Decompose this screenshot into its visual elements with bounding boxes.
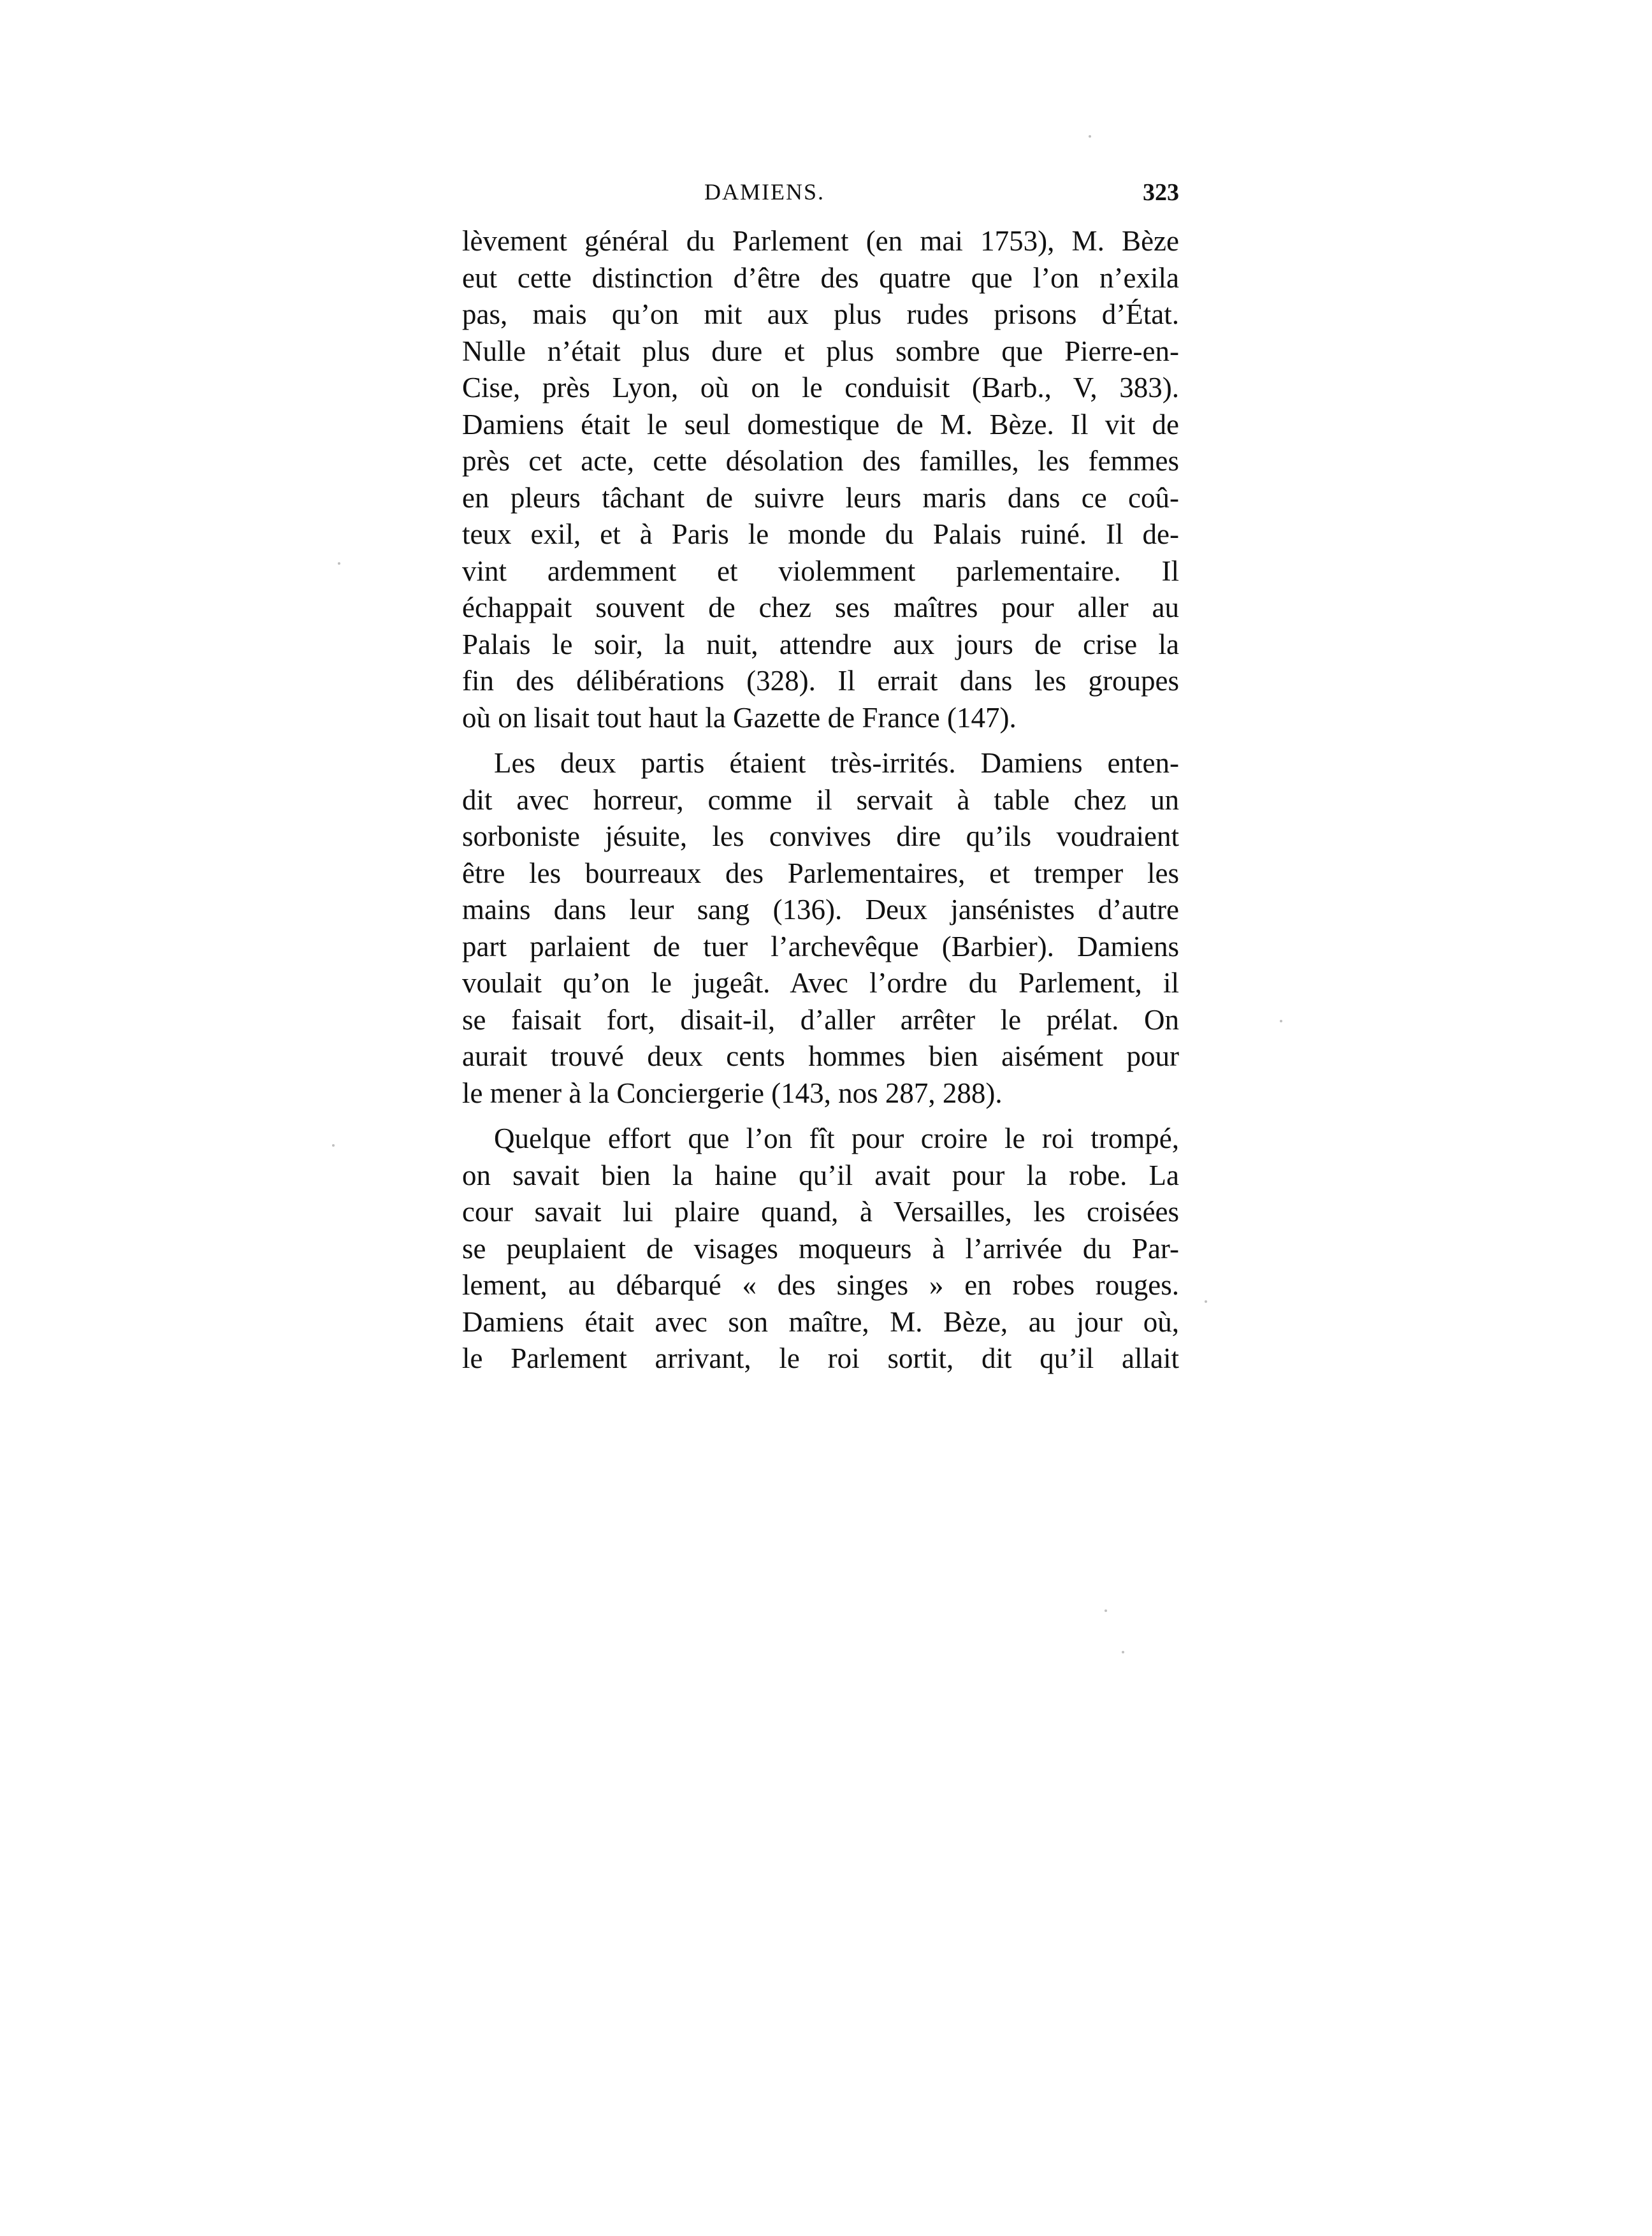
scan-speck [1122, 1651, 1124, 1653]
scan-speck [338, 562, 340, 565]
text-line: près cet acte, cette désolation des familles, les femmes [462, 445, 1179, 477]
paragraph [462, 223, 1179, 736]
page-header [462, 178, 1179, 217]
text-line: on savait bien la haine qu’il avait pour la robe. La [462, 1159, 1179, 1191]
text-line: teux exil, et à Paris le monde du Palais ruiné. Il de- [462, 518, 1179, 550]
text-line: lement, au débarqué « des singes » en robes rouges. [462, 1269, 1179, 1301]
scan-speck [1205, 1300, 1207, 1303]
text-line: part parlaient de tuer l’archevêque (Barbier). Damiens [462, 930, 1179, 962]
text-line: sorboniste jésuite, les convives dire qu’ils voudraient [462, 820, 1179, 852]
text-line: vint ardemment et violemment parlementaire. Il [462, 555, 1179, 587]
text-line: aurait trouvé deux cents hommes bien aisément pour [462, 1040, 1179, 1072]
text-line: Damiens était le seul domestique de M. Bèze. Il vit de [462, 408, 1179, 440]
text-line: le mener à la Conciergerie (143, nos 287, 288). [462, 1077, 1003, 1109]
paragraph [462, 1121, 1179, 1377]
text-line: dit avec horreur, comme il servait à table chez un [462, 783, 1179, 816]
scan-speck [332, 1144, 335, 1147]
text-line: Damiens était avec son maître, M. Bèze, au jour où, [462, 1305, 1179, 1338]
scan-speck [1105, 1609, 1107, 1612]
text-line: être les bourreaux des Parlementaires, et tremper les [462, 857, 1179, 889]
paragraph [462, 745, 1179, 1112]
text-line: le Parlement arrivant, le roi sortit, dit qu’il allait [462, 1342, 1179, 1374]
scan-speck [1280, 1020, 1282, 1022]
text-line: Palais le soir, la nuit, attendre aux jours de crise la [462, 628, 1179, 660]
text-line: Quelque effort que l’on fît pour croire le roi trompé, [494, 1122, 1179, 1154]
scan-speck [1089, 135, 1091, 138]
running-title: DAMIENS. [704, 179, 825, 205]
text-line: fin des délibérations (328). Il errait dans les groupes [462, 665, 1179, 697]
text-line: Cise, près Lyon, où on le conduisit (Barb., V, 383). [462, 372, 1179, 403]
text-line: voulait qu’on le jugeât. Avec l’ordre du Parlement, il [462, 967, 1179, 999]
text-line: se faisait fort, disait-il, d’aller arrêter le prélat. On [462, 1003, 1179, 1036]
text-line: mains dans leur sang (136). Deux jansénistes d’autre [462, 894, 1179, 926]
text-line: eut cette distinction d’être des quatre que l’on n’exila [462, 261, 1179, 294]
text-line: Les deux partis étaient très-irrités. Damiens enten- [494, 747, 1179, 779]
page-number: 323 [1143, 179, 1179, 206]
text-line: où on lisait tout haut la Gazette de France (147). [462, 701, 1017, 734]
text-line: Nulle n’était plus dure et plus sombre que Pierre-en- [462, 335, 1179, 367]
text-line: pas, mais qu’on mit aux plus rudes prisons d’État. [462, 298, 1179, 330]
text-line: en pleurs tâchant de suivre leurs maris dans ce coû- [462, 481, 1179, 514]
text-line: cour savait lui plaire quand, à Versailles, les croisées [462, 1196, 1179, 1228]
text-line: échappait souvent de chez ses maîtres pour aller au [462, 592, 1179, 623]
text-line: se peuplaient de visages moqueurs à l’arrivée du Par- [462, 1232, 1179, 1265]
text-line: lèvement général du Parlement (en mai 1753), M. Bèze [462, 225, 1179, 257]
body-text [462, 223, 1179, 1377]
